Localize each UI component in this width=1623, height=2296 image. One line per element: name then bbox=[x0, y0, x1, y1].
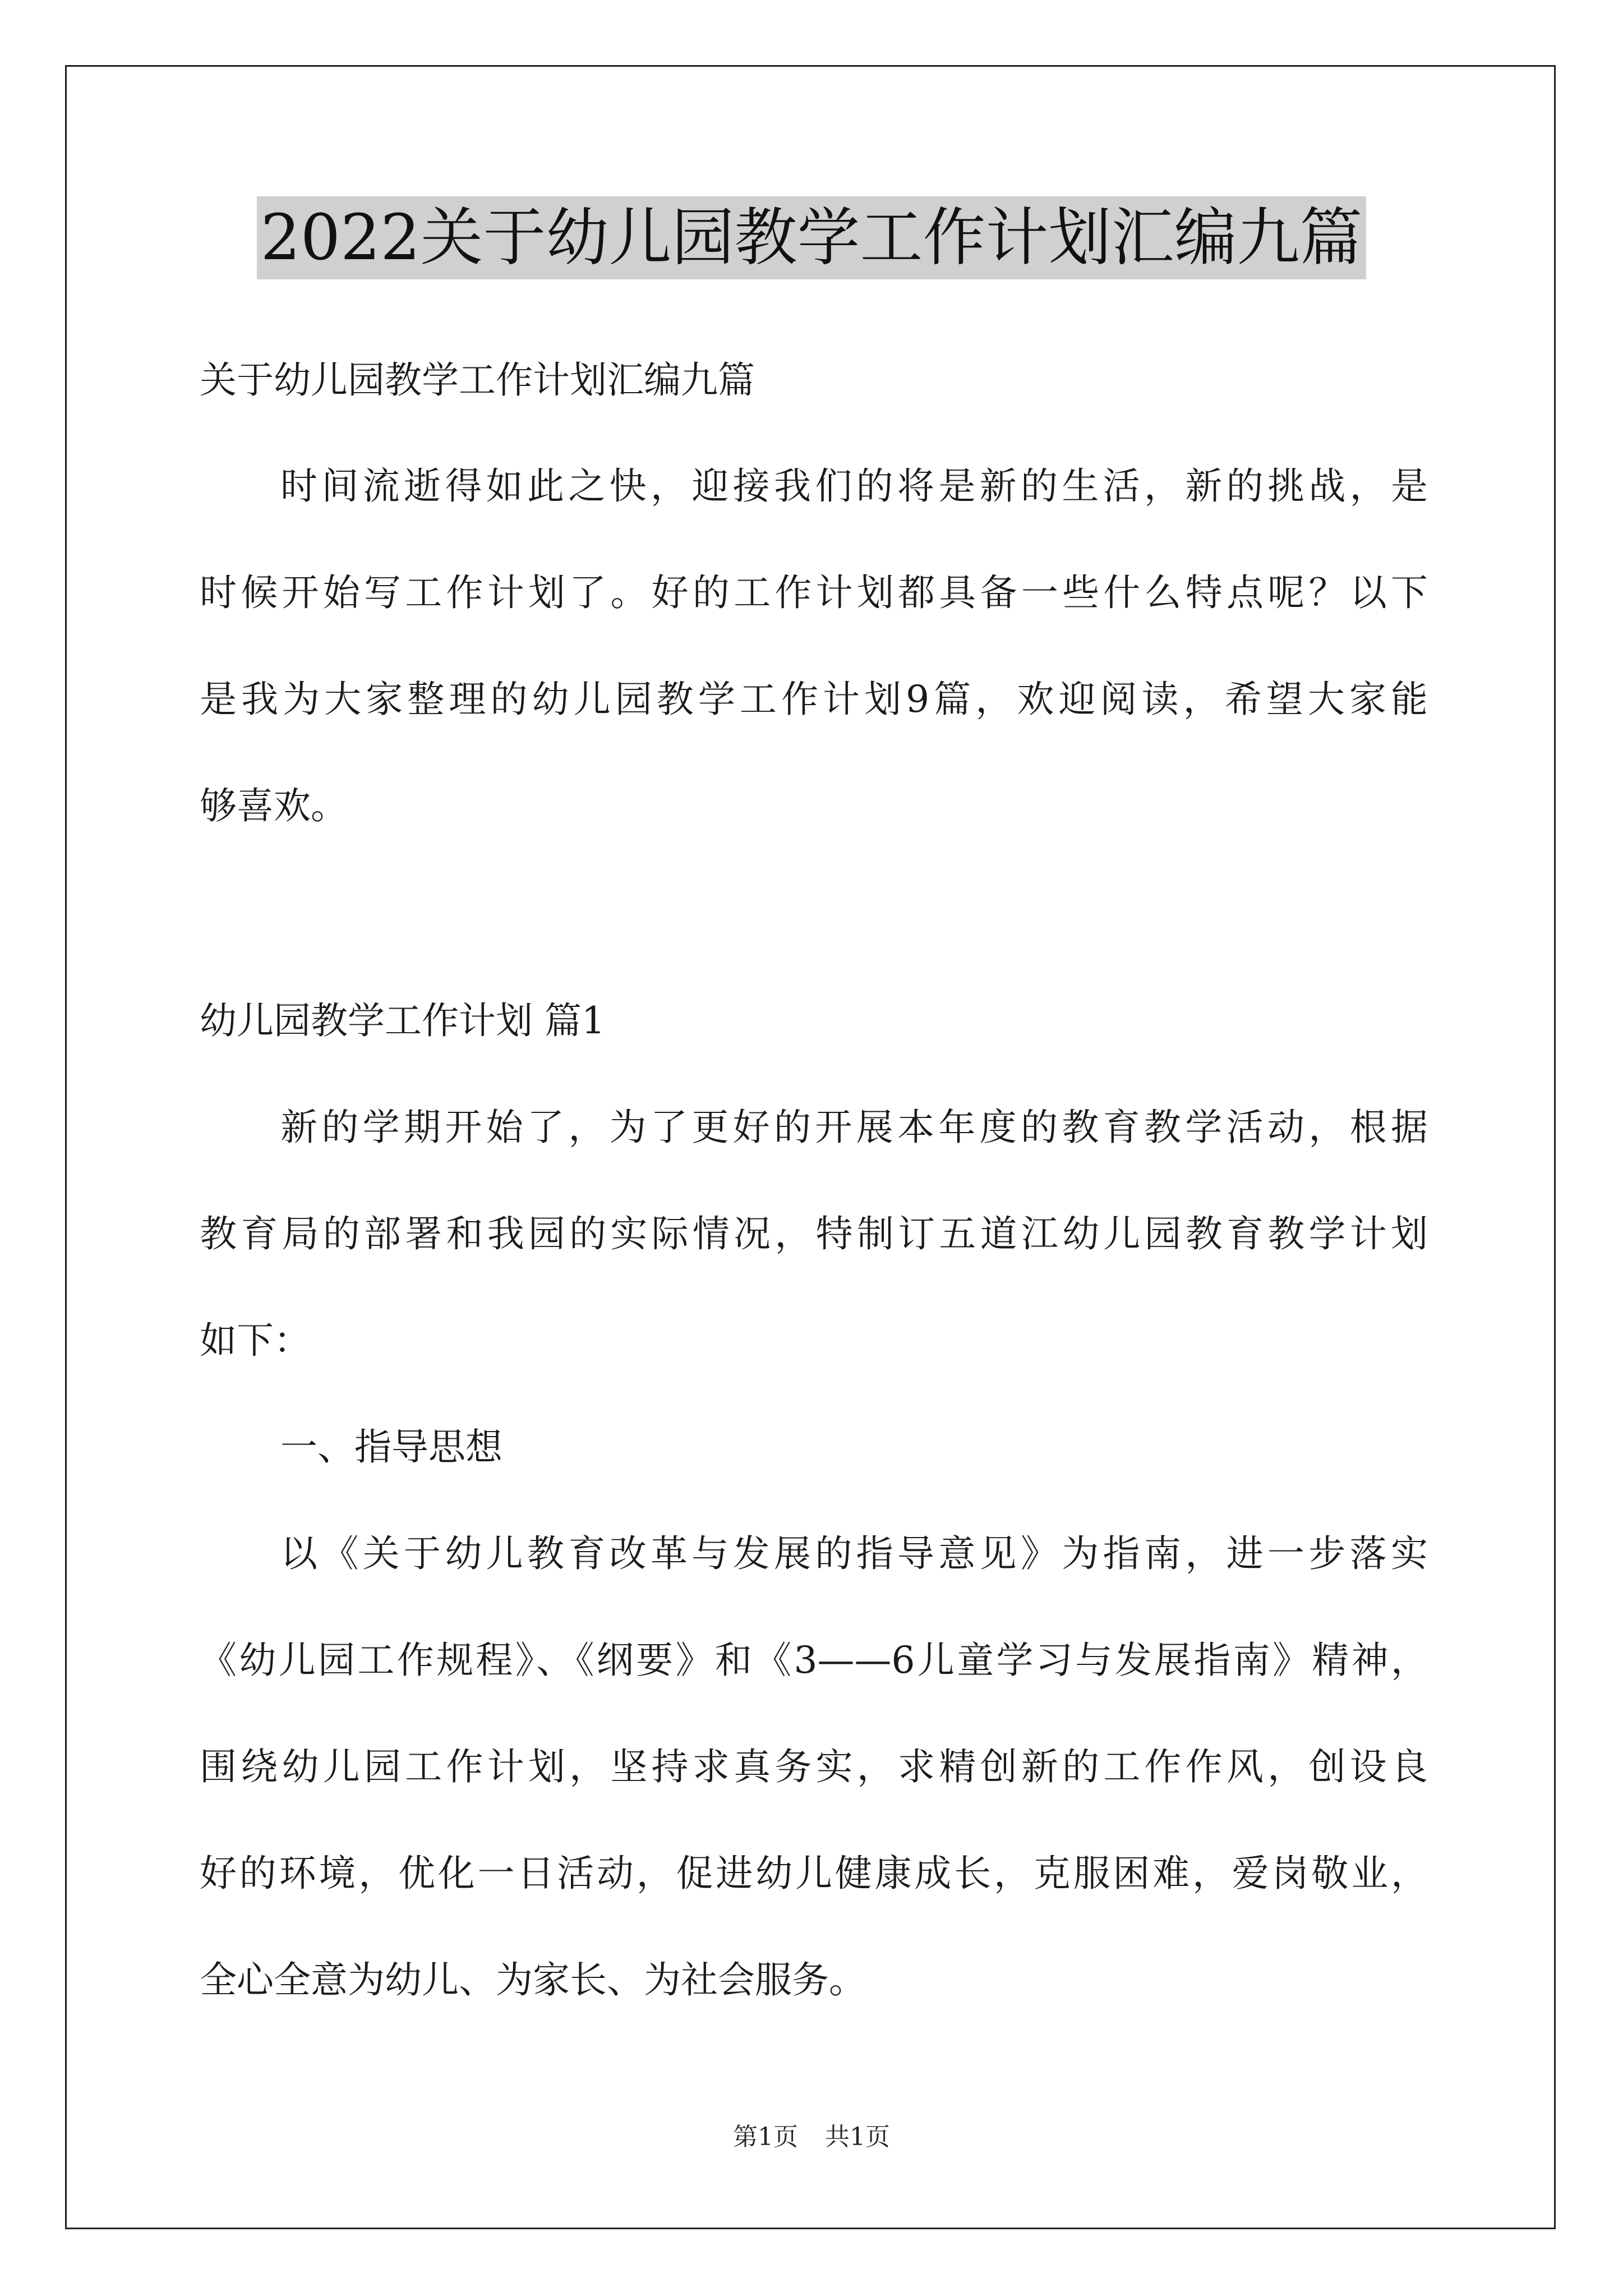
guide-line-5: 全心全意为幼儿、为家长、为社会服务。 bbox=[200, 1958, 866, 2001]
intro-line-4: 够喜欢。 bbox=[200, 784, 348, 827]
title-container bbox=[0, 196, 1623, 279]
intro-line-1: 时间流逝得如此之快，迎接我们的将是新的生活，新的挑战，是 bbox=[280, 464, 1428, 508]
guide-line-1: 以《关于幼儿教育改革与发展的指导意见》为指南，进一步落实 bbox=[280, 1532, 1428, 1575]
page-number: 第1页 bbox=[733, 2123, 798, 2151]
section-heading: 幼儿园教学工作计划 篇1 bbox=[200, 999, 605, 1042]
document-title: 2022关于幼儿园教学工作计划汇编九篇 bbox=[257, 196, 1366, 279]
intro-line-3: 是我为大家整理的幼儿园教学工作计划9篇，欢迎阅读，希望大家能 bbox=[200, 678, 1428, 721]
guide-line-3: 围绕幼儿园工作计划，坚持求真务实，求精创新的工作作风，创设良 bbox=[200, 1745, 1428, 1788]
guide-line-4: 好的环境，优化一日活动，促进幼儿健康成长，克服困难，爱岗敬业， bbox=[200, 1852, 1428, 1895]
page-footer bbox=[0, 2120, 1623, 2154]
document-subtitle: 关于幼儿园教学工作计划汇编九篇 bbox=[200, 358, 755, 402]
section-line-1: 新的学期开始了，为了更好的开展本年度的教育教学活动，根据 bbox=[280, 1106, 1428, 1149]
section-line-3: 如下： bbox=[200, 1319, 311, 1362]
sub-heading: 一、指导思想 bbox=[280, 1425, 502, 1469]
page-total: 共1页 bbox=[825, 2123, 890, 2151]
intro-line-2: 时候开始写工作计划了。好的工作计划都具备一些什么特点呢？以下 bbox=[200, 571, 1428, 614]
guide-line-2: 《幼儿园工作规程》、《纲要》和《3——6儿童学习与发展指南》精神， bbox=[200, 1639, 1428, 1682]
section-line-2: 教育局的部署和我园的实际情况，特制订五道江幼儿园教育教学计划 bbox=[200, 1212, 1428, 1255]
